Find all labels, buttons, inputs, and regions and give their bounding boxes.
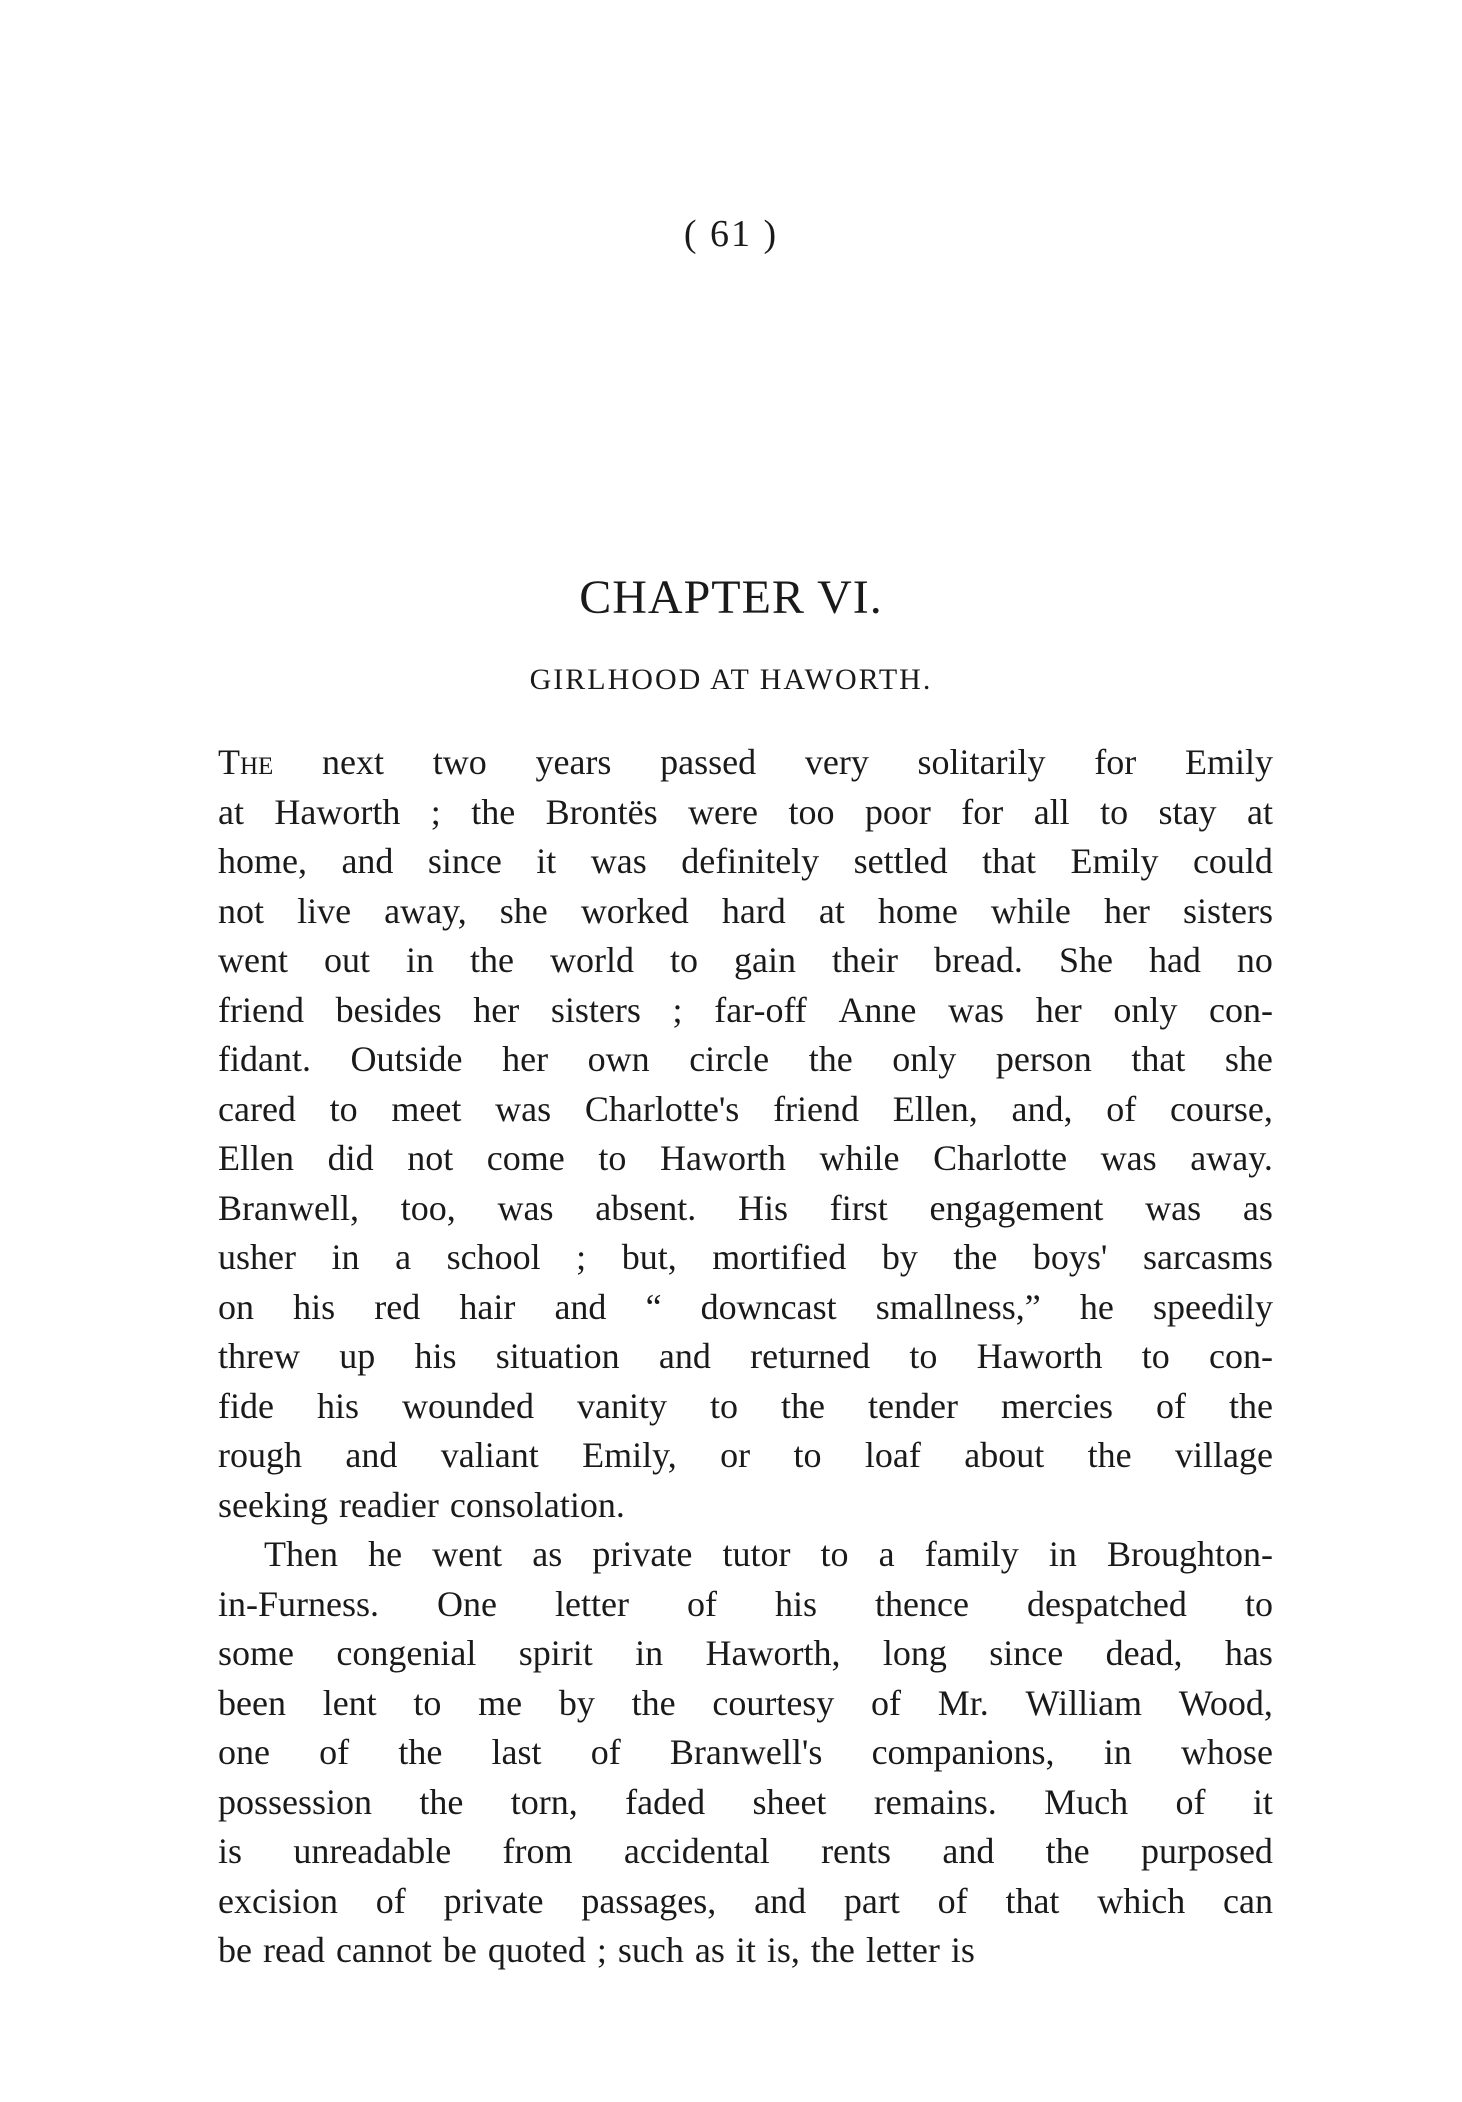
text-line (218, 1332, 1273, 1382)
word: torn, (510, 1781, 578, 1822)
word: for (961, 791, 1004, 832)
word: mercies (1001, 1385, 1113, 1426)
word: or (720, 1435, 751, 1475)
text-line (218, 1728, 1273, 1778)
word: own (587, 1039, 650, 1079)
word: in (331, 1237, 360, 1277)
word: been (218, 1682, 286, 1723)
word: come (486, 1138, 565, 1178)
word: the (471, 791, 516, 832)
word: went (432, 1534, 503, 1574)
word: in-Furness. (218, 1583, 379, 1624)
word: did (327, 1138, 374, 1178)
word: about (964, 1435, 1045, 1475)
word: sisters (550, 989, 641, 1030)
word: sarcasms (1142, 1237, 1273, 1277)
word: is (218, 1831, 243, 1871)
word: fidant. (218, 1039, 311, 1079)
text-line (218, 1827, 1273, 1877)
word: remains. (873, 1781, 997, 1822)
word: con- (1209, 1336, 1273, 1376)
paragraph (218, 738, 1273, 1530)
word: Charlotte (933, 1138, 1068, 1178)
word: engagement (929, 1187, 1104, 1228)
word: was (948, 989, 1005, 1030)
word: rough (218, 1435, 302, 1475)
text-line (218, 1679, 1273, 1729)
word: faded (625, 1781, 706, 1822)
word: their (832, 940, 898, 980)
text-line (218, 1134, 1273, 1184)
word: such (617, 1930, 684, 1970)
word: of (375, 1880, 406, 1921)
word: person (995, 1039, 1092, 1079)
text-line (218, 1184, 1273, 1234)
word: went (218, 940, 288, 980)
word: usher (218, 1237, 296, 1277)
word: can (1223, 1880, 1273, 1921)
word: companions, (871, 1732, 1055, 1772)
word: Ellen (218, 1138, 294, 1178)
word: his (414, 1336, 457, 1376)
word: despatched (1026, 1583, 1187, 1624)
word: it (536, 841, 557, 881)
word: Outside (350, 1039, 463, 1079)
word: world (550, 940, 634, 980)
word: tutor (722, 1534, 791, 1574)
word: private (443, 1880, 544, 1921)
word: by (881, 1237, 918, 1277)
text-line (218, 1530, 1273, 1580)
word: only (1113, 989, 1178, 1030)
word: to (1100, 791, 1129, 832)
word: the (1087, 1435, 1132, 1475)
word: Then (264, 1534, 338, 1574)
word: school (446, 1237, 541, 1277)
word: Charlotte's (584, 1088, 740, 1129)
word: rents (821, 1831, 892, 1871)
word: Brontës (545, 791, 658, 832)
word: wounded (402, 1385, 534, 1426)
word: to (909, 1336, 938, 1376)
word: Haworth (274, 791, 401, 832)
word: were (688, 791, 759, 832)
word: ; (672, 989, 683, 1030)
word: me (478, 1682, 523, 1723)
word: She (1058, 940, 1113, 980)
word: village (1174, 1435, 1273, 1475)
word: friend (218, 989, 304, 1030)
word: sisters (1182, 890, 1273, 931)
word: Branwell's (669, 1732, 823, 1772)
text-line (218, 1233, 1273, 1283)
word: Ellen, (892, 1088, 978, 1129)
word: no (1236, 940, 1273, 980)
word: in (1048, 1534, 1077, 1574)
word: away, (384, 890, 467, 931)
word: he (1079, 1286, 1114, 1327)
body-text (218, 738, 1273, 1976)
word: of (1106, 1088, 1137, 1129)
word: be (218, 1930, 252, 1970)
word: circle (689, 1039, 770, 1079)
word: congenial (336, 1633, 477, 1673)
word: returned (750, 1336, 871, 1376)
word: one (218, 1732, 270, 1772)
word: in (406, 940, 435, 980)
word: was (1145, 1187, 1202, 1228)
word: the (1228, 1385, 1273, 1426)
word: and (554, 1286, 607, 1327)
word: it (735, 1930, 756, 1970)
word: downcast (700, 1286, 837, 1327)
word: excision (218, 1880, 338, 1921)
word: ; (430, 791, 441, 832)
word: and, (1011, 1088, 1073, 1129)
word: only (892, 1039, 957, 1079)
word: is, (766, 1930, 800, 1970)
word: last (491, 1732, 542, 1772)
word: she (499, 890, 548, 931)
word: since (427, 841, 502, 881)
word: bread. (933, 940, 1023, 980)
word: Mr. (937, 1682, 989, 1723)
word: purposed (1140, 1831, 1273, 1871)
word: it (1252, 1781, 1273, 1822)
text-line (218, 1035, 1273, 1085)
word: private (592, 1534, 693, 1574)
word: con- (1209, 989, 1273, 1030)
word: some (218, 1633, 294, 1673)
text-line (218, 788, 1273, 838)
text-line (218, 1431, 1273, 1481)
word: passed (660, 742, 757, 782)
word: home (877, 890, 958, 931)
word: and (942, 1831, 995, 1871)
word: hard (721, 890, 786, 931)
word: his (316, 1385, 359, 1426)
word: Emily, (582, 1435, 677, 1475)
word: tender (868, 1385, 958, 1426)
word: courtesy (712, 1682, 835, 1723)
text-line (218, 738, 1273, 788)
word: His (737, 1187, 788, 1228)
word: at (1246, 791, 1273, 832)
word: away. (1190, 1138, 1273, 1178)
word: besides (335, 989, 442, 1030)
text-line (218, 1481, 1273, 1531)
word: very (804, 742, 869, 782)
word: part (843, 1880, 900, 1921)
word: smallness,” (875, 1286, 1041, 1327)
word: his (775, 1583, 818, 1624)
word: as (1242, 1187, 1273, 1228)
word: valiant (440, 1435, 539, 1475)
word: the (1045, 1831, 1090, 1871)
word: letter (555, 1583, 629, 1624)
word: to (329, 1088, 358, 1129)
word: cannot (335, 1930, 432, 1970)
word: to (670, 940, 699, 980)
word: two (432, 742, 487, 782)
word: next (322, 742, 385, 782)
word: dead, (1105, 1633, 1183, 1673)
word: at (818, 890, 845, 931)
word: family (924, 1534, 1019, 1574)
paragraph (218, 1530, 1273, 1976)
word: readier (338, 1484, 439, 1525)
word: he (368, 1534, 403, 1574)
word: the (419, 1781, 464, 1822)
page-number: ( 61 ) (683, 213, 779, 255)
word: definitely (681, 841, 820, 881)
word: the (781, 1385, 826, 1426)
word: in (1103, 1732, 1132, 1772)
word: of (686, 1583, 717, 1624)
word: Emily (1070, 841, 1159, 881)
word: Broughton- (1106, 1534, 1273, 1574)
word: William (1025, 1682, 1143, 1723)
word: her (1103, 890, 1150, 931)
word: was (1100, 1138, 1157, 1178)
word: consolation. (449, 1484, 625, 1525)
word: unreadable (293, 1831, 452, 1871)
word: friend (773, 1088, 860, 1129)
text-line (218, 1629, 1273, 1679)
word: Much (1044, 1781, 1129, 1822)
word: from (502, 1831, 573, 1871)
word: that (1005, 1880, 1060, 1921)
word: gain (734, 940, 796, 980)
word: the (953, 1237, 998, 1277)
text-line (218, 986, 1273, 1036)
word: that (1131, 1039, 1186, 1079)
word: the (631, 1682, 676, 1723)
word: fide (218, 1385, 274, 1426)
word: her (473, 989, 520, 1030)
word: seeking (218, 1484, 328, 1525)
word: red (374, 1286, 421, 1327)
word: to (1141, 1336, 1170, 1376)
word: letter (865, 1930, 940, 1970)
word: since (989, 1633, 1064, 1673)
word: her (1035, 989, 1082, 1030)
word: all (1033, 791, 1070, 832)
word: was (497, 1187, 554, 1228)
text-line (218, 1877, 1273, 1927)
word: could (1192, 841, 1273, 881)
word: by (558, 1682, 595, 1723)
word: to (413, 1682, 442, 1723)
word: ; (576, 1237, 587, 1277)
word: which (1097, 1880, 1186, 1921)
word: loaf (864, 1435, 921, 1475)
word: of (1175, 1781, 1206, 1822)
word: at (218, 791, 244, 832)
word: while (819, 1138, 900, 1178)
word: solitarily (917, 742, 1046, 782)
word: out (323, 940, 370, 980)
word: to (820, 1534, 849, 1574)
word: while (990, 890, 1071, 931)
word: the (810, 1930, 855, 1970)
text-line (218, 1778, 1273, 1828)
word: of (590, 1732, 621, 1772)
word: has (1224, 1633, 1273, 1673)
word: accidental (623, 1831, 770, 1871)
word: to (598, 1138, 627, 1178)
word: was (590, 841, 647, 881)
word: of (319, 1732, 350, 1772)
word: as (694, 1930, 725, 1970)
word: the (398, 1732, 443, 1772)
chapter-subtitle: GIRLHOOD AT HAWORTH. (529, 663, 933, 696)
word: a (878, 1534, 895, 1574)
word: for (1094, 742, 1137, 782)
word: thence (875, 1583, 969, 1624)
word: not (218, 890, 265, 931)
word: mortified (712, 1237, 847, 1277)
word: to (793, 1435, 822, 1475)
word: situation (495, 1336, 620, 1376)
word: and (341, 841, 394, 881)
word: hair (459, 1286, 516, 1327)
word: worked (580, 890, 689, 931)
word: was (495, 1088, 552, 1129)
text-line (218, 837, 1273, 887)
word: of (1155, 1385, 1186, 1426)
word: boys' (1032, 1237, 1108, 1277)
text-line (218, 1085, 1273, 1135)
word: settled (853, 841, 948, 881)
text-line (218, 1283, 1273, 1333)
word: poor (864, 791, 931, 832)
word: to (1244, 1583, 1273, 1624)
word: the (470, 940, 514, 980)
word: course, (1169, 1088, 1273, 1129)
word: cared (218, 1088, 296, 1129)
word: Wood, (1178, 1682, 1273, 1723)
lead-word: The (218, 742, 274, 782)
chapter-title: CHAPTER VI. (579, 571, 883, 624)
word: passages, (581, 1880, 717, 1921)
text-line (218, 1580, 1273, 1630)
word: his (293, 1286, 336, 1327)
word: live (297, 890, 352, 931)
word: Branwell, (218, 1187, 359, 1228)
word: too, (400, 1187, 456, 1228)
word: absent. (595, 1187, 697, 1228)
text-line (218, 1382, 1273, 1432)
word: Haworth, (705, 1633, 841, 1673)
text-line (218, 1926, 1273, 1976)
word: on (218, 1286, 254, 1327)
word: long (882, 1633, 947, 1673)
word: vanity (577, 1385, 667, 1426)
word: is (950, 1930, 975, 1970)
word: in (635, 1633, 664, 1673)
word: far-off (714, 989, 807, 1030)
word: a (395, 1237, 412, 1277)
word: spirit (518, 1633, 593, 1673)
word: Haworth (976, 1336, 1103, 1376)
word: ; (596, 1930, 607, 1970)
word: sheet (752, 1781, 827, 1822)
word: but, (621, 1237, 677, 1277)
word: of (937, 1880, 968, 1921)
word: Emily (1184, 742, 1273, 782)
word: and (345, 1435, 398, 1475)
word: meet (391, 1088, 462, 1129)
word: that (982, 841, 1037, 881)
word: stay (1158, 791, 1217, 832)
word: “ (645, 1286, 662, 1327)
word: as (532, 1534, 563, 1574)
word: to (710, 1385, 739, 1426)
word: One (437, 1583, 497, 1624)
word: Haworth (659, 1138, 786, 1178)
word: and (658, 1336, 711, 1376)
word: up (339, 1336, 376, 1376)
word: of (871, 1682, 902, 1723)
word: speedily (1152, 1286, 1273, 1327)
word: whose (1180, 1732, 1273, 1772)
word: quoted (487, 1930, 586, 1970)
word: be (442, 1930, 477, 1970)
word: read (262, 1930, 325, 1970)
word: first (829, 1187, 888, 1228)
word: too (788, 791, 835, 832)
word: her (502, 1039, 549, 1079)
word: and (754, 1880, 807, 1921)
word: had (1148, 940, 1201, 980)
word: threw (218, 1336, 300, 1376)
word: the (808, 1039, 853, 1079)
text-line (218, 936, 1273, 986)
word: not (407, 1138, 454, 1178)
text-line (218, 887, 1273, 937)
word: years (535, 742, 612, 782)
word: lent (322, 1682, 377, 1723)
word: home, (218, 841, 307, 881)
word: possession (218, 1781, 373, 1822)
word: she (1224, 1039, 1273, 1079)
word: Anne (838, 989, 917, 1030)
